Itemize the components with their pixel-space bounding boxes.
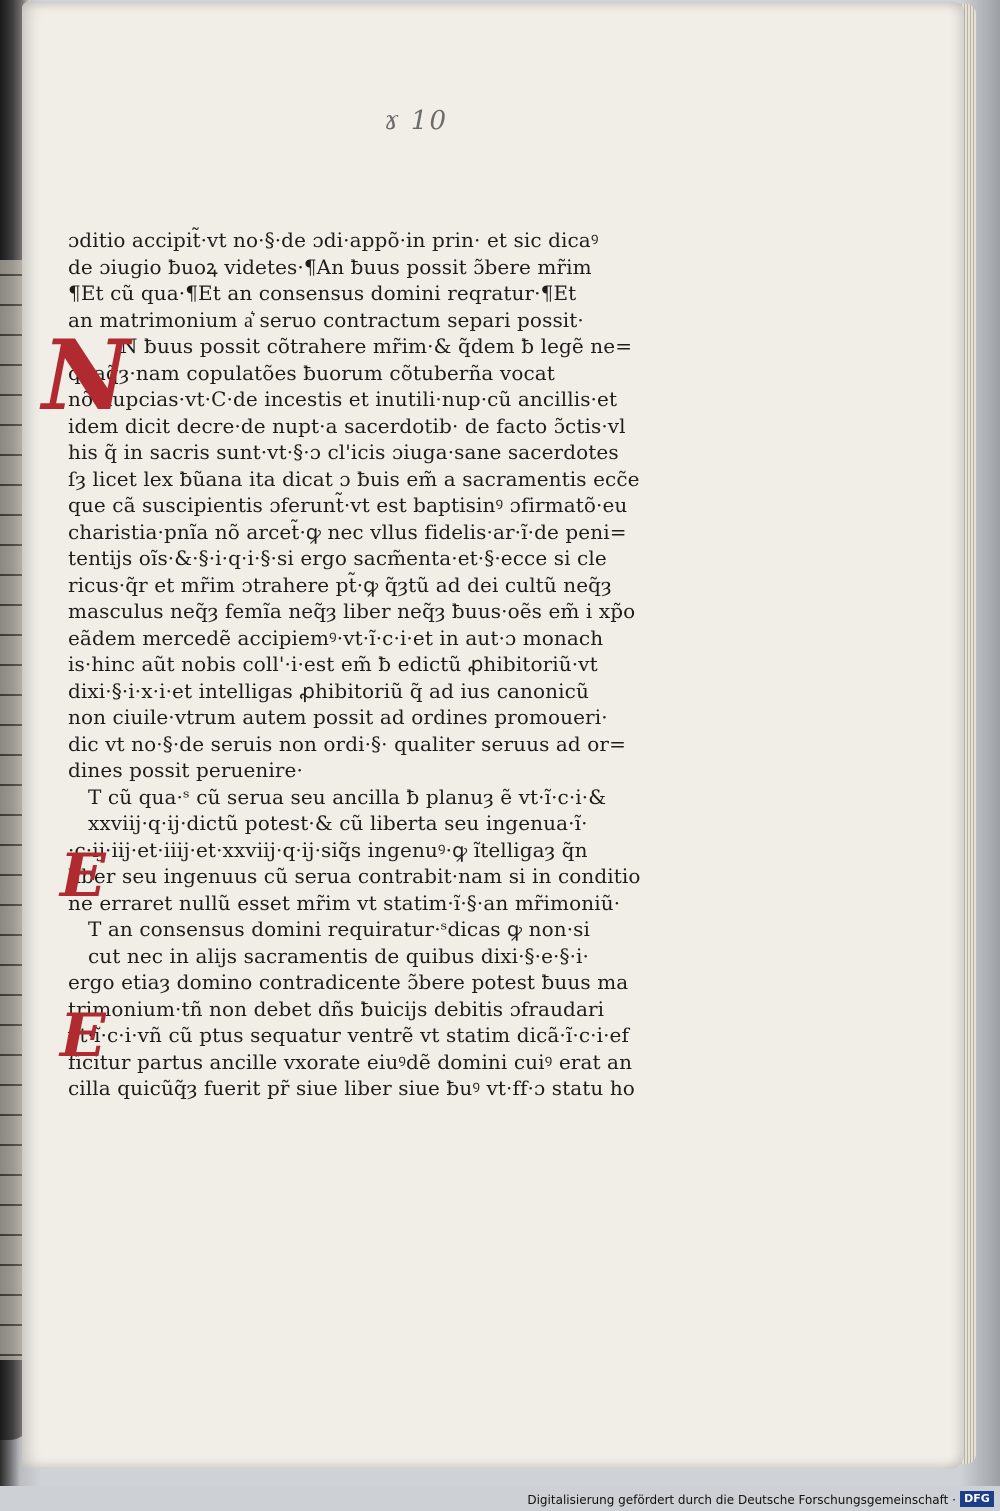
- text-line: eãdem mercedẽ accipiemꝰ·vt·ĩ·c·i·et in aut·ɔ monach: [68, 625, 604, 650]
- text-line: tentijs oĩs·&·§·i·q·i·§·si ergo sacm̃enta·et·§·ecce si cle: [68, 546, 607, 570]
- text-line: non ciuile·vtrum autem possit ad ordines promoueri·: [68, 705, 608, 729]
- text-line: quaq̃ȝ·nam copulatões ƀuorum cõtuberña vocat: [68, 360, 555, 385]
- text-line: N ƀuus possit cõtrahere mr̃im·& q̃dem ƀ legẽ ne=: [120, 334, 633, 358]
- text-line: ·c·ij·iij·et·iiij·et·xxviij·q·ij·siq̃s ingenuꝰ·ꝙ ĩtelligaȝ q̃n: [68, 837, 588, 862]
- text-line: charistia·pnĩa nõ arcet̃·ꝙ nec vllus fidelis·ar·ĩ·de peni=: [68, 519, 627, 544]
- text-line: masculus neq̃ȝ femĩa neq̃ȝ liber neq̃ȝ ƀuus·oẽs em̃ i xp̃o: [68, 599, 636, 623]
- text-line: ergo etiaȝ domino contradicente ɔ̃bere potest ƀuus ma: [68, 970, 629, 994]
- text-line: is·hinc aũt nobis coll'·i·est em̃ ƀ edictũ ꝓhibitoriũ·vt: [68, 652, 598, 676]
- text-line: vt·ĩ·c·i·vñ cũ ptus sequatur ventrẽ vt statim dicã·ĩ·c·i·ef: [68, 1023, 629, 1047]
- text-line: his q̃ in sacris sunt·vt·§·ɔ cl'icis ɔiuga·sane sacerdotes: [68, 440, 619, 464]
- text-line: xxviij·q·ij·dictũ potest·& cũ liberta seu ingenua·ĩ·: [88, 811, 588, 835]
- text-line: ¶Et cũ qua·¶Et an consensus domini reqratur·¶Et: [68, 281, 577, 305]
- rubricated-initial-1: N: [42, 319, 130, 432]
- text-line: nõ nupcias·vt·C·de incestis et inutili·nup·cũ ancillis·et: [68, 387, 618, 411]
- text-line: ɔditio accipit̃·vt no·§·de ɔdi·appõ·in prin· et sic dicaꝰ: [68, 228, 599, 252]
- folio-number: ɤ 10: [384, 106, 449, 136]
- text-line: cilla quicũq̃ȝ fuerit pr̃ siue liber siue ƀuꝰ vt·ff·ɔ statu ho: [68, 1076, 635, 1100]
- dfg-logo: DFG: [960, 1491, 994, 1507]
- text-line: ficitur partus ancille vxorate eiuꝰdẽ domini cuiꝰ erat an: [68, 1049, 633, 1074]
- text-line: T an consensus domini requiratur·ˢdicas ꝙ non·si: [88, 917, 591, 941]
- text-line: idem dicit decre·de nupt·a sacerdotib· de facto ɔ̃ctis·vl: [68, 413, 626, 438]
- text-line: dines possit peruenire·: [68, 758, 303, 782]
- rubricated-initial-3: E: [60, 1001, 106, 1071]
- rubricated-initial-2: E: [60, 841, 106, 911]
- text-line: trimonium·tñ non debet dñs ƀuicijs debitis ɔfraudari: [68, 996, 605, 1021]
- text-line: T cũ qua·ˢ cũ serua seu ancilla ƀ planuȝ ẽ vt·ĩ·c·i·&: [88, 784, 607, 809]
- text-line: ricus·q̃r et mr̃im ɔtrahere pt̃·ꝙ q̃ȝtũ ad dei cultũ neq̃ȝ: [68, 572, 612, 597]
- text-line: dixi·§·i·x·i·et intelligas ꝓhibitoriũ q̃ ad ius canonicũ: [68, 678, 589, 703]
- text-line: liber seu ingenuus cũ serua contrabit·nam si in conditio: [68, 864, 641, 888]
- text-line: que cã suscipientis ɔferunt̃·vt est baptisinꝰ ɔfirmatõ·eu: [68, 493, 628, 517]
- text-line: an matrimonium a͛ seruo contractum separi possit·: [68, 307, 584, 332]
- text-line: ſȝ licet lex ƀũana ita dicat ɔ ƀuis em̃ a sacramentis ecc̃e: [68, 466, 640, 491]
- footer-credit: Digitalisierung gefördert durch die Deutsche Forschungsgemeinschaft ·: [527, 1493, 956, 1507]
- text-line: dic vt no·§·de seruis non ordi·§· qualiter seruus ad or=: [68, 731, 626, 756]
- text-line: de ɔiugio ƀuoꝝ videtes·¶An ƀuus possit ɔ̃bere mr̃im: [68, 254, 592, 279]
- text-line: cut nec in alijs sacramentis de quibus dixi·§·e·§·i·: [88, 943, 590, 968]
- text-line: ne erraret nullũ esset mr̃im vt statim·ĩ·§·an mr̃imoniũ·: [68, 890, 621, 915]
